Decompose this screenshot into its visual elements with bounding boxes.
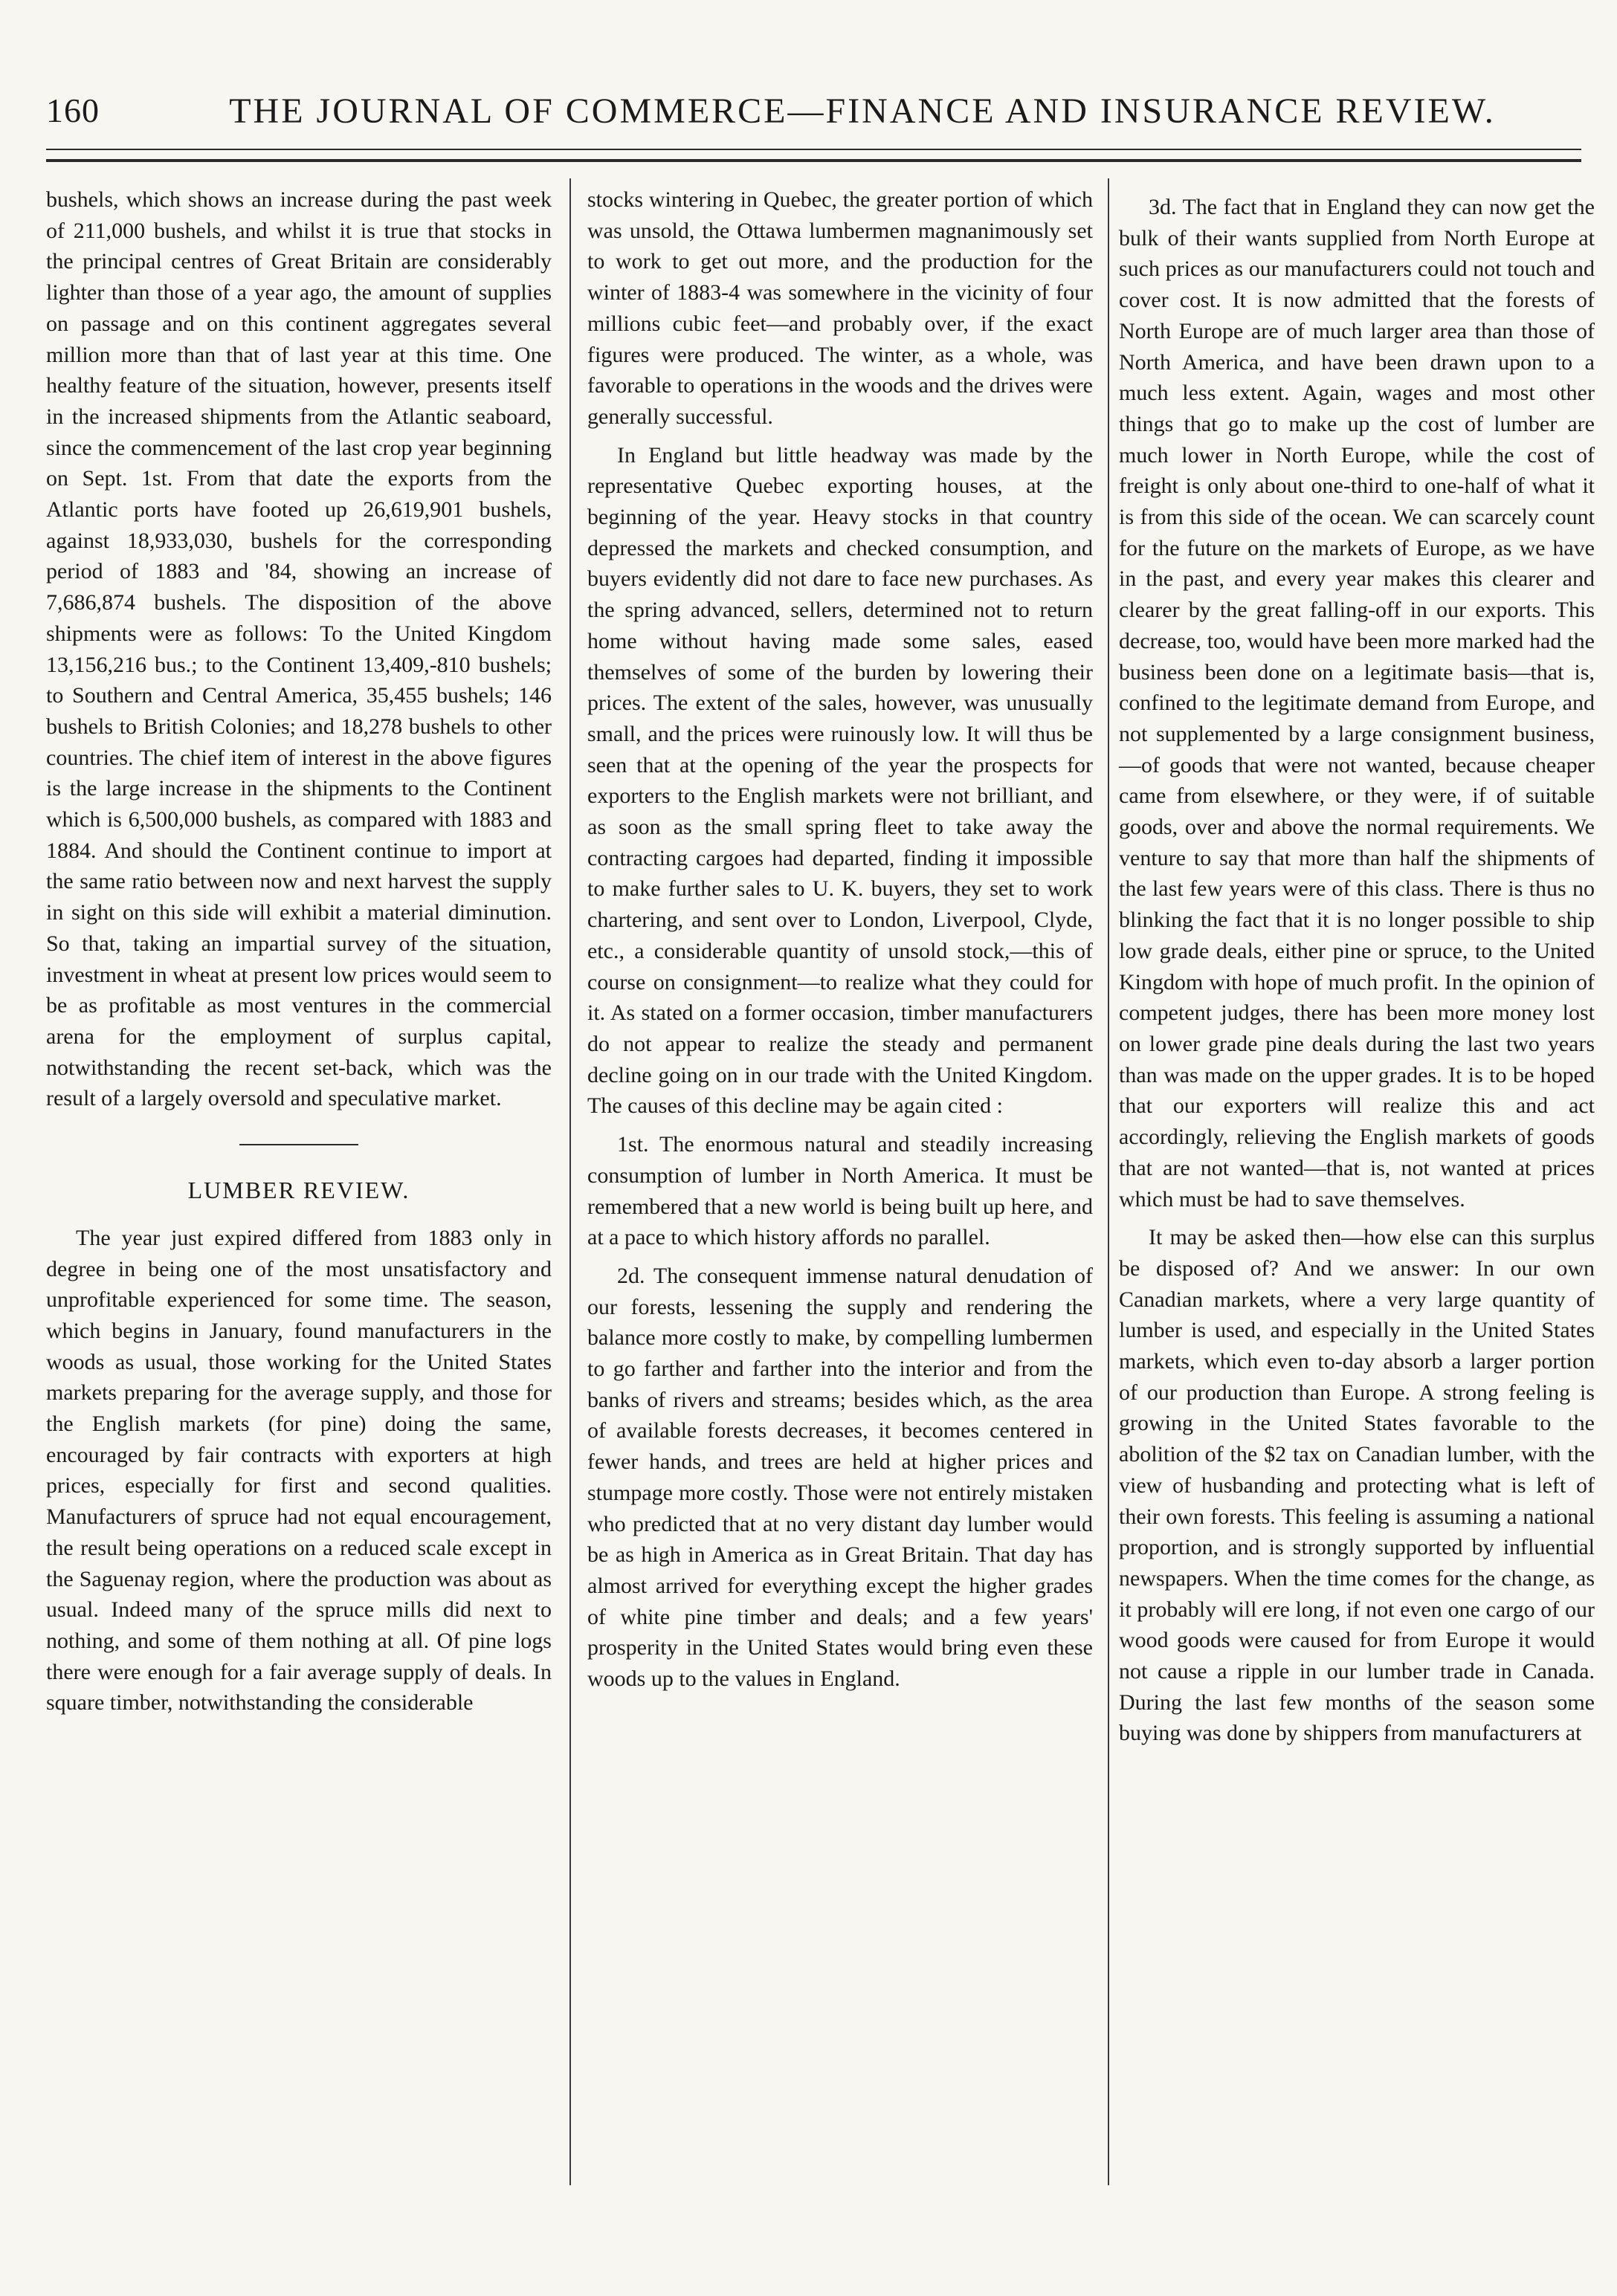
column-divider — [569, 178, 571, 2185]
paragraph: 2d. The consequent immense natural denudation of our forests, lessening the supply and rendering the balance more costly to make, by compelling lumbermen to go farther and farther into the interior and from the banks of rivers and streams; besides which, as the area of available forests decreases, it becomes centered in fewer hands, and trees are held at higher prices and stumpage more costly. Those were not entirely mistaken who predicted that at no very distant day lumber would be as high in America as in Great Britain. That day has almost arrived for everything except the higher grades of white pine timber and deals; and a few years' prosperity in the United States would bring even these woods up to the values in England. — [587, 1263, 1093, 1692]
paragraph: stocks wintering in Quebec, the greater portion of which was unsold, the Ottawa lumbermen magnanimously set to work to get out more, and the production for the winter of 1883-4 was somewhere in the vicinity of four millions cubic feet—and probably over, if the exact figures were produced. The winter, as a whole, was favorable to operations in the woods and the drives were generally successful. — [587, 187, 1093, 429]
column-2 — [587, 184, 1093, 1695]
paragraph: 1st. The enormous natural and steadily increasing consumption of lumber in North America. It must be remembered that a new world is being built up here, and at a pace to which history affords no parallel. — [587, 1132, 1093, 1250]
page-number: 160 — [46, 91, 100, 129]
running-title: THE JOURNAL OF COMMERCE—FINANCE AND INSURANCE REVIEW. — [229, 91, 1496, 131]
paragraph: It may be asked then—how else can this surplus be disposed of? And we answer: In our own Canadian markets, where a very large quantity of lumber is used, and especially in the United States markets, which even to-day absorb a larger portion of our production than Europe. A strong feeling is growing in the United States favorable to the abolition of the $2 tax on Canadian lumber, with the view of husbanding and protecting what is left of their own forests. This feeling is assuming a national proportion, and is strongly supported by influential newspapers. When the time comes for the change, as it probably will ere long, if not even one cargo of our wood goods were caused for from Europe it would not cause a ripple in our lumber trade in Canada. During the last few months of the season some buying was done by shippers from manufacturers at — [1119, 1225, 1595, 1746]
column-1 — [46, 184, 552, 1718]
header-rule-thick — [46, 159, 1581, 162]
paragraph: In England but little headway was made by the representative Quebec exporting houses, at the beginning of the year. Heavy stocks in that country depressed the markets and checked consumption, and buyers evidently did not dare to face new purchases. As the spring advanced, sellers, determined not to return home without having made some sales, eased themselves of some of the burden by lowering their prices. The extent of the sales, however, was unusually small, and the prices were ruinously low. It will thus be seen that at the opening of the year the prospects for exporters to the English markets were not brilliant, and as soon as the small spring fleet to take away the contracting cargoes had departed, finding it impossible to make further sales to U. K. buyers, they set to work chartering, and sent over to London, Liverpool, Clyde, etc., a considerable quantity of unsold stock,—this of course on consignment—to realize what they could for it. As stated on a former occasion, timber manufacturers do not appear to realize the steady and permanent decline going on in our trade with the United Kingdom. The causes of this decline may be again cited : — [587, 442, 1093, 1119]
paragraph: bushels, which shows an increase during the past week of 211,000 bushels, and whilst it is true that stocks in the principal centres of Great Britain are considerably lighter than those of a year ago, the amount of supplies on passage and on this continent aggregates several million more than that of last year at this time. One healthy feature of the situation, however, presents itself in the increased shipments from the Atlantic seaboard, since the commencement of the last crop year beginning on Sept. 1st. From that date the exports from the Atlantic ports have footed up 26,619,901 bushels, against 18,933,030, bushels for the corresponding period of 1883 and '84, showing an increase of 7,686,874 bushels. The disposition of the above shipments were as follows: To the United Kingdom 13,156,216 bus.; to the Continent 13,409,-810 bushels; to Southern and Central America, 35,455 bushels; 146 bushels to British Colonies; and 18,278 bushels to other countries. The chief item of interest in the above figures is the large increase in the shipments to the Continent which is 6,500,000 bushels, as compared with 1883 and 1884. And should the Continent continue to import at the same ratio between now and next harvest the supply in sight on this side will exhibit a material diminution. So that, taking an impartial survey of the situation, investment in wheat at present low prices would seem to be as profitable as most ventures in the commercial arena for the employment of surplus capital, notwithstanding the recent set-back, which was the result of a largely oversold and speculative market. — [46, 187, 552, 1111]
paragraph: The year just expired differed from 1883 only in degree in being one of the most unsatisfactory and unprofitable experienced for some time. The season, which begins in January, found manufacturers in the woods as usual, those working for the United States markets preparing for the average supply, and those for the English markets (for pine) doing the same, encouraged by fair contracts with exporters at high prices, especially for first and second qualities. Manufacturers of spruce had not equal encouragement, the result being operations on a reduced scale except in the Saguenay region, where the production was about as usual. Indeed many of the spruce mills did next to nothing, and some of them nothing at all. Of pine logs there were enough for a fair average supply of deals. In square timber, notwithstanding the considerable — [46, 1225, 552, 1715]
header-rule-thin — [46, 149, 1581, 150]
column-3 — [1119, 184, 1595, 1749]
section-heading: LUMBER REVIEW. — [187, 1177, 410, 1204]
column-divider — [1108, 178, 1109, 2185]
paragraph: 3d. The fact that in England they can now get the bulk of their wants supplied from North Europe at such prices as our manufacturers could not touch and cover cost. It is now admitted that the forests of North Europe are of much larger area than those of North America, and have been drawn upon to a much less extent. Again, wages and most other things that go to make up the cost of lumber are much lower in North Europe, while the cost of freight is only about one-third to one-half of what it is from this side of the ocean. We can scarcely count for the future on the markets of Europe, as we have in the past, and every year makes this clearer and clearer by the great falling-off in our exports. This decrease, too, would have been more marked had the business been done on a legitimate basis—that is, confined to the legitimate demand from Europe, and not supplemented by a large consignment business,—of goods that were not wanted, because cheaper came from elsewhere, or they were, if of suitable goods, over and above the normal requirements. We venture to say that more than half the shipments of the last few years were of this class. There is thus no blinking the fact that it is no longer possible to ship low grade deals, either pine or spruce, to the United Kingdom with hope of much profit. In the opinion of competent judges, there has been more money lost on lower grade pine deals during the last two years than was made on the upper grades. It is to be hoped that our exporters will realize this and act accordingly, relieving the English markets of goods that are not wanted—that is, not wanted at prices which must be had to save themselves. — [1119, 195, 1595, 1212]
section-divider — [239, 1144, 358, 1145]
